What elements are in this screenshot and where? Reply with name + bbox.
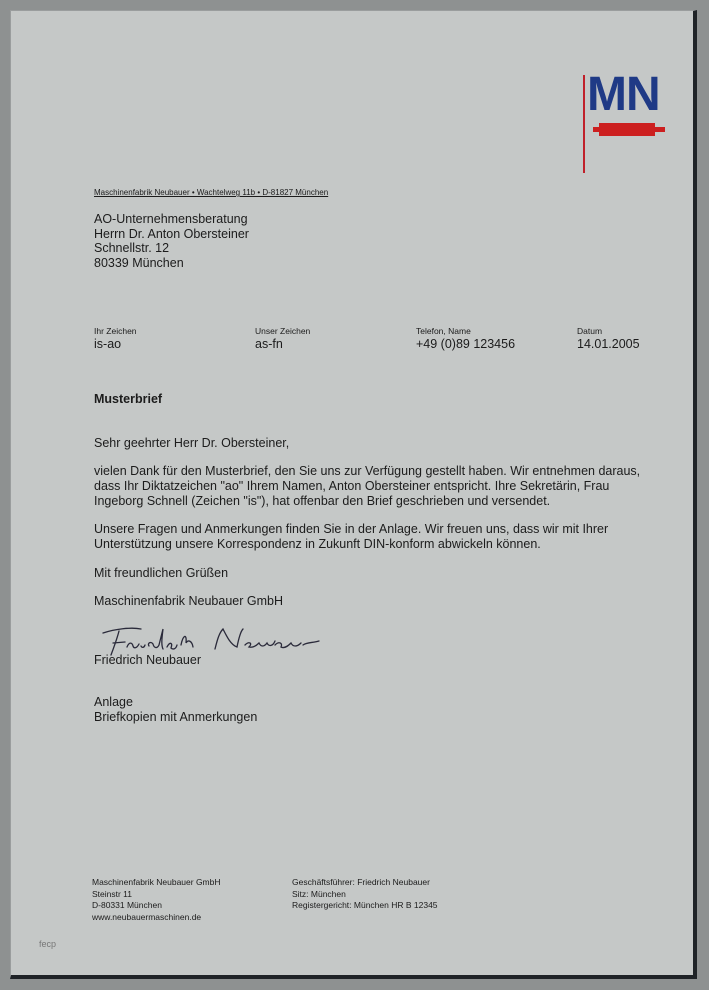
paragraph-2 [94,522,664,552]
footer-line: Maschinenfabrik Neubauer GmbH [92,877,221,887]
recipient-line: AO-Unternehmensberatung [94,212,248,226]
recipient-line: Herrn Dr. Anton Obersteiner [94,226,249,241]
closing: Mit freundlichen Grüßen [94,566,229,580]
salutation: Sehr geehrter Herr Dr. Obersteiner, [94,436,290,450]
paragraph-1 [94,464,664,509]
enclosure-label: Anlage [94,695,133,709]
letter-subject: Musterbrief [94,392,163,406]
ref-your-sign [94,326,137,351]
corner-watermark: fecp [39,939,57,949]
footer-line: Geschäftsführer: Friedrich Neubauer [292,877,430,887]
footer-company-info [92,877,221,923]
signer-name: Friedrich Neubauer [94,653,201,667]
logo-red-line [583,75,585,173]
ref-label: Datum [577,326,603,336]
footer-line: D-80331 München [92,900,162,910]
paragraph-line: dass Ihr Diktatzeichen "ao" Ihrem Namen, Anton Obersteiner entspricht. Ihre Sekretärin, Frau [94,479,610,493]
enclosure-item: Briefkopien mit Anmerkungen [94,710,258,724]
company-name: Maschinenfabrik Neubauer GmbH [94,594,283,608]
footer-line: Steinstr 11 [92,888,133,899]
sender-return-address: Maschinenfabrik Neubauer • Wachtelweg 11b • D-81827 München [94,188,329,197]
paragraph-line: Ingeborg Schnell (Zeichen "is"), hat offenbar den Brief geschrieben und versendet. [94,494,551,508]
logo-red-bar [599,123,655,136]
ref-label: Telefon, Name [416,326,471,336]
ref-label: Ihr Zeichen [94,326,137,336]
recipient-line: 80339 München [94,255,184,270]
footer-line: Sitz: München [292,888,346,899]
enclosure [94,695,664,725]
letter-page [10,10,697,979]
ref-value: as-fn [255,337,283,351]
footer-line: Registergericht: München HR B 12345 [292,900,438,910]
ref-label: Unser Zeichen [255,326,311,336]
ref-value: is-ao [94,337,122,351]
logo-text: MN [587,68,660,121]
company-logo [579,68,669,183]
footer-website: www.neubauermaschinen.de [92,911,202,922]
paragraph-line: vielen Dank für den Musterbrief, den Sie uns zur Verfügung gestellt haben. Wir entnehmen daraus, [94,464,641,478]
paragraph-line: Unsere Fragen und Anmerkungen finden Sie in der Anlage. Wir freuen uns, dass wir mit Ihrer [94,522,609,536]
ref-value: +49 (0)89 123456 [416,337,516,351]
recipient-address [94,212,249,270]
ref-our-sign [255,326,310,351]
logo-bar-cap-right [655,127,665,132]
footer-legal-info [292,877,438,912]
recipient-line: Schnellstr. 12 [94,241,170,255]
ref-phone-name [416,326,515,351]
paragraph-line: Unterstützung unsere Korrespondenz in Zukunft DIN-konform abwickeln können. [94,537,541,551]
ref-value: 14.01.2005 [577,337,640,351]
ref-date [577,326,640,351]
